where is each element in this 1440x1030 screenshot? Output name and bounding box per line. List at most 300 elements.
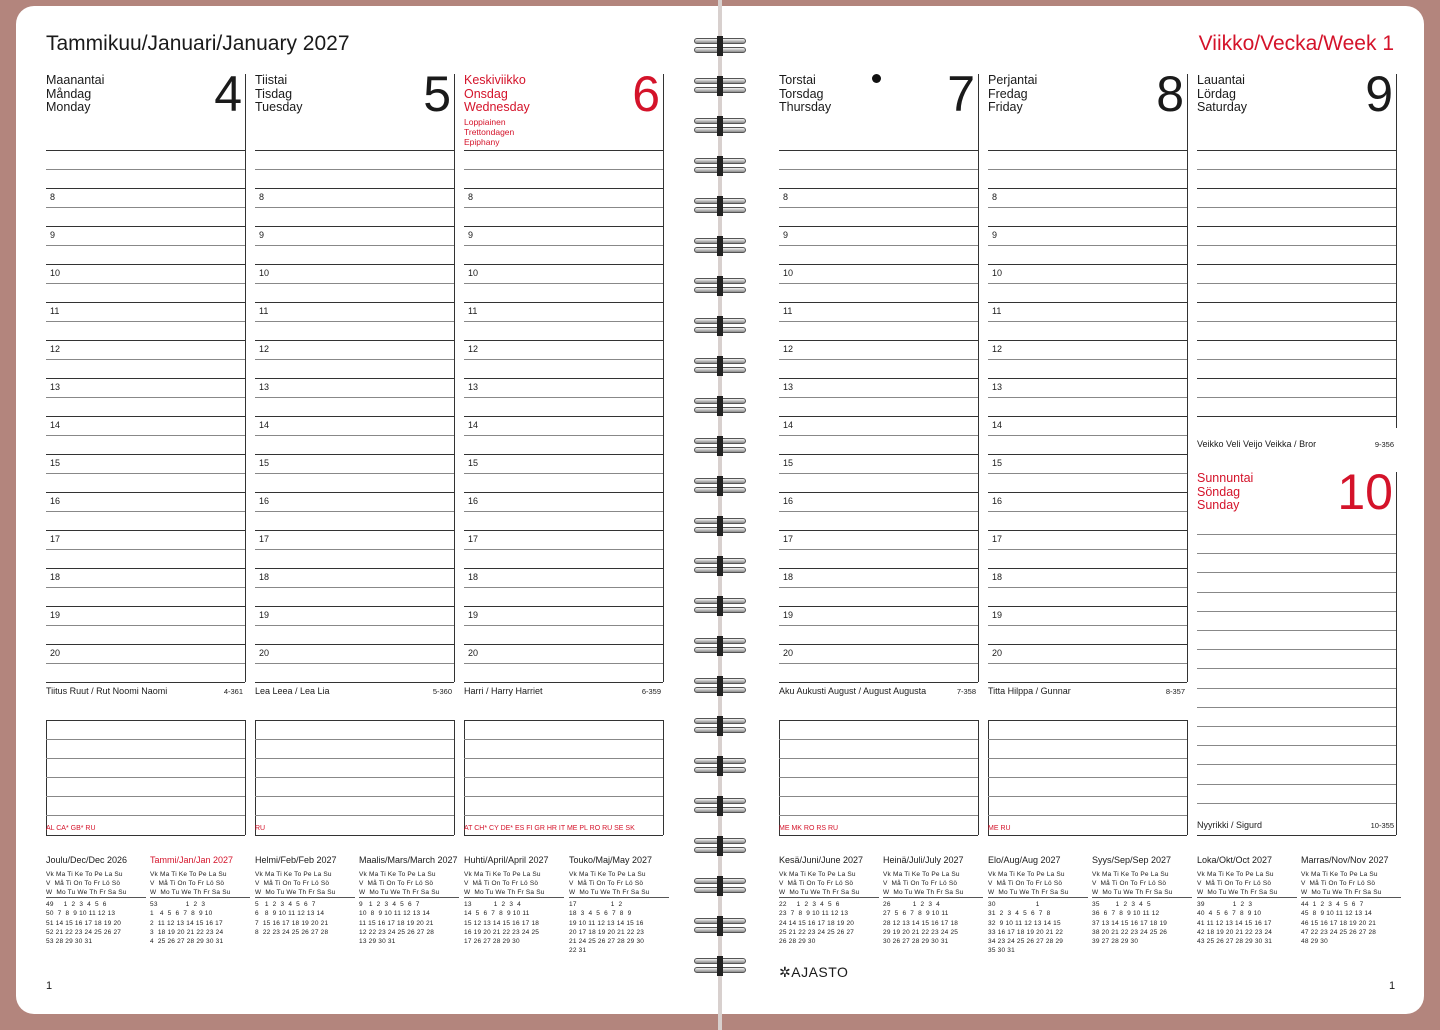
column-border — [1187, 74, 1188, 682]
mini-calendar-week-row: 1 4 5 6 7 8 9 10 — [150, 910, 213, 918]
column-border — [663, 74, 664, 682]
moon-phase-icon — [872, 74, 881, 83]
half-hour-line — [255, 245, 454, 246]
weekday-header — [359, 870, 459, 897]
mini-calendar-title: Syys/Sep/Sep 2027 — [1092, 855, 1172, 865]
day-number: 9 — [1365, 66, 1393, 122]
hour-line — [464, 682, 663, 683]
day-names — [255, 74, 302, 115]
hour-line — [255, 226, 454, 227]
half-hour-line — [779, 511, 978, 512]
hour-line — [46, 378, 245, 379]
weekday-header — [464, 870, 564, 897]
hour-label: 14 — [50, 420, 61, 430]
hour-label: 13 — [50, 382, 61, 392]
hour-label: 15 — [468, 458, 479, 468]
mini-calendar-week-row: 20 17 18 19 20 21 22 23 — [569, 928, 645, 936]
mini-calendar — [359, 855, 459, 946]
day-number: 5 — [423, 66, 451, 122]
weekday-header-row: V Må Ti On To Fr Lö Sö — [150, 880, 225, 887]
holiday-line: Epiphany — [464, 137, 500, 147]
day-name-sv: Måndag — [46, 86, 92, 101]
notes-line — [46, 777, 245, 778]
weekday-header-row: V Må Ti On To Fr Lö Sö — [46, 880, 121, 887]
logo-text: AJASTO — [791, 964, 849, 980]
weekday-header-row: Vk Ma Ti Ke To Pe La Su — [569, 871, 646, 878]
hour-label: 14 — [783, 420, 794, 430]
weekday-header-row: V Må Ti On To Fr Lö Sö — [1092, 880, 1167, 887]
hour-line — [988, 492, 1187, 493]
mini-calendar-week-row: 28 12 13 14 15 16 17 18 — [883, 919, 959, 927]
binding-ring — [690, 156, 750, 176]
hour-line — [255, 302, 454, 303]
name-day: Nyyrikki / Sigurd — [1197, 820, 1263, 830]
half-hour-line — [779, 359, 978, 360]
hour-label: 13 — [259, 382, 270, 392]
mini-calendar-week-row: 50 7 8 9 10 11 12 13 — [46, 910, 116, 918]
name-day: Lea Leea / Lea Lia — [255, 686, 330, 696]
binding-ring — [690, 876, 750, 896]
hour-label: 20 — [783, 648, 794, 658]
mini-calendar-week-row: 16 19 20 21 22 23 24 25 — [464, 928, 540, 936]
rule-line — [46, 169, 245, 170]
half-hour-line — [46, 549, 245, 550]
day-names — [464, 74, 530, 115]
binding-ring — [690, 556, 750, 576]
hour-line — [255, 454, 454, 455]
hour-label: 15 — [783, 458, 794, 468]
hour-line — [46, 454, 245, 455]
mini-calendar-title: Loka/Okt/Oct 2027 — [1197, 855, 1273, 865]
half-hour-line — [464, 283, 663, 284]
day-number: 7 — [947, 66, 975, 122]
name-day: Harri / Harry Harriet — [464, 686, 543, 696]
hour-label: 20 — [468, 648, 479, 658]
weekday-header-row: W Mo Tu We Th Fr Sa Su — [1301, 889, 1382, 896]
hour-label: 20 — [259, 648, 270, 658]
hour-line — [464, 264, 663, 265]
half-hour-line — [779, 663, 978, 664]
hour-label: 20 — [50, 648, 61, 658]
weekday-header — [1092, 870, 1192, 897]
binding-ring — [690, 796, 750, 816]
rule-line — [464, 150, 663, 151]
weekday-header-row: Vk Ma Ti Ke To Pe La Su — [46, 871, 123, 878]
day-header — [1197, 66, 1396, 144]
mini-calendar — [569, 855, 669, 956]
mini-calendar-week-row: 41 11 12 13 14 15 16 17 — [1197, 919, 1272, 927]
rule-line — [1197, 707, 1396, 708]
weekday-header-row: V Må Ti On To Fr Lö Sö — [883, 880, 958, 887]
mini-calendar-week-row: 47 22 23 24 25 26 27 28 — [1301, 928, 1377, 936]
binding-ring — [690, 436, 750, 456]
half-hour-line — [988, 587, 1187, 588]
mini-calendar-week-row: 42 18 19 20 21 22 23 24 — [1197, 928, 1273, 936]
hour-label: 8 — [783, 192, 789, 202]
rule-line — [46, 150, 245, 151]
hour-label: 13 — [783, 382, 794, 392]
week-title: Viikko/Vecka/Week 1 — [1198, 32, 1394, 55]
mini-calendar-weeks — [359, 900, 459, 946]
day-names — [988, 74, 1037, 115]
mini-calendar — [1197, 855, 1297, 946]
notes-line — [779, 815, 978, 816]
half-hour-line — [464, 625, 663, 626]
day-header — [255, 66, 454, 144]
day-name-fi: Sunnuntai — [1197, 471, 1254, 485]
mini-calendar-week-row: 6 8 9 10 11 12 13 14 — [255, 910, 325, 918]
rule-line — [464, 169, 663, 170]
weekday-header-row: W Mo Tu We Th Fr Sa Su — [150, 889, 231, 896]
hour-label: 15 — [50, 458, 61, 468]
hour-line — [255, 492, 454, 493]
hour-label: 19 — [259, 610, 270, 620]
hour-line — [779, 644, 978, 645]
hour-line — [988, 454, 1187, 455]
mini-calendar-week-row: 8 22 23 24 25 26 27 28 — [255, 928, 329, 936]
hour-line — [464, 416, 663, 417]
day-name-sv: Lördag — [1197, 86, 1236, 101]
half-hour-line — [779, 245, 978, 246]
notes-line — [255, 815, 454, 816]
hour-line — [779, 226, 978, 227]
day-name-sv: Tisdag — [255, 86, 293, 101]
day-names — [1197, 472, 1253, 513]
mini-calendar-week-row: 19 10 11 12 13 14 15 16 — [569, 919, 644, 927]
day-header — [1197, 464, 1396, 542]
mini-calendar-week-row: 22 1 2 3 4 5 6 — [779, 901, 840, 908]
half-hour-line — [255, 283, 454, 284]
mini-calendar-week-row: 27 5 6 7 8 9 10 11 — [883, 910, 949, 918]
hour-label: 12 — [50, 344, 61, 354]
notes-line — [988, 777, 1187, 778]
weekday-header-row: V Må Ti On To Fr Lö Sö — [569, 880, 644, 887]
hour-label: 19 — [992, 610, 1003, 620]
mini-calendar-title: Tammi/Jan/Jan 2027 — [150, 855, 234, 865]
weekday-header-row: Vk Ma Ti Ke To Pe La Su — [883, 871, 960, 878]
half-hour-line — [464, 359, 663, 360]
weekday-header-row: W Mo Tu We Th Fr Sa Su — [255, 889, 336, 896]
holiday-name — [464, 117, 514, 147]
hour-line — [779, 568, 978, 569]
half-hour-line — [779, 625, 978, 626]
mini-calendar-weeks — [1197, 900, 1297, 946]
mini-calendar — [464, 855, 564, 946]
rule-line — [1197, 169, 1396, 170]
half-hour-line — [1197, 207, 1396, 208]
weekday-header-row: W Mo Tu We Th Fr Sa Su — [46, 889, 127, 896]
hour-label: 10 — [468, 268, 479, 278]
hour-line — [46, 568, 245, 569]
day-name-en: Saturday — [1197, 100, 1248, 114]
mini-calendar-weeks — [569, 900, 669, 956]
mini-calendar-title: Maalis/Mars/March 2027 — [359, 855, 458, 865]
hour-label: 15 — [259, 458, 270, 468]
mini-calendar-week-row: 25 21 22 23 24 25 26 27 — [779, 928, 855, 936]
half-hour-line — [779, 283, 978, 284]
mini-calendar-title: Joulu/Dec/Dec 2026 — [46, 855, 128, 865]
hour-line — [779, 264, 978, 265]
half-hour-line — [464, 245, 663, 246]
notes-line — [255, 835, 454, 836]
binding-ring — [690, 116, 750, 136]
half-hour-line — [46, 435, 245, 436]
hour-line — [464, 302, 663, 303]
half-hour-line — [779, 397, 978, 398]
holiday-line: Trettondagen — [464, 127, 515, 137]
mini-calendar-weeks — [150, 900, 250, 946]
hour-line — [46, 682, 245, 683]
mini-calendar-week-row: 26 1 2 3 4 — [883, 901, 940, 908]
mini-calendar-week-row: 36 6 7 8 9 10 11 12 — [1092, 910, 1160, 918]
half-hour-line — [988, 435, 1187, 436]
notes-border — [978, 720, 979, 835]
hour-line — [464, 606, 663, 607]
notes-line — [255, 720, 454, 721]
half-hour-line — [255, 473, 454, 474]
hour-label: 19 — [50, 610, 61, 620]
half-hour-line — [255, 587, 454, 588]
name-day: Veikko Veli Veijo Veikka / Bror — [1197, 439, 1317, 449]
hour-label: 12 — [783, 344, 794, 354]
hour-label: 16 — [992, 496, 1003, 506]
hour-line — [988, 416, 1187, 417]
weekday-header — [883, 870, 983, 897]
hour-label: 18 — [50, 572, 61, 582]
mini-calendar-title: Touko/Maj/May 2027 — [569, 855, 653, 865]
hour-line — [46, 264, 245, 265]
notes-border — [454, 720, 455, 835]
hour-line — [46, 606, 245, 607]
hour-label: 20 — [992, 648, 1003, 658]
rule-line — [1197, 803, 1396, 804]
binding-ring — [690, 756, 750, 776]
notes-line — [988, 739, 1187, 740]
binding-ring — [690, 676, 750, 696]
hour-label: 8 — [992, 192, 998, 202]
half-hour-line — [988, 549, 1187, 550]
hour-label: 16 — [50, 496, 61, 506]
notes-border — [663, 720, 664, 835]
hour-line — [46, 340, 245, 341]
mini-calendar-week-row: 2 11 12 13 14 15 16 17 — [150, 919, 223, 927]
day-number: 4 — [214, 66, 242, 122]
binding-ring — [690, 516, 750, 536]
half-hour-line — [1197, 359, 1396, 360]
hour-line — [988, 530, 1187, 531]
weekday-header — [569, 870, 669, 897]
notes-line — [779, 739, 978, 740]
rule-line — [779, 169, 978, 170]
hour-line — [779, 416, 978, 417]
rule-line — [1197, 784, 1396, 785]
half-hour-line — [1197, 245, 1396, 246]
mini-calendar-week-row: 11 15 16 17 18 19 20 21 — [359, 919, 434, 927]
notes-line — [779, 758, 978, 759]
mini-calendar — [779, 855, 879, 946]
hour-label: 14 — [259, 420, 270, 430]
binding-ring — [690, 476, 750, 496]
day-count: 7-358 — [956, 687, 976, 696]
day-count: 9-356 — [1374, 440, 1394, 449]
half-hour-line — [464, 663, 663, 664]
hour-line — [988, 644, 1187, 645]
half-hour-line — [988, 321, 1187, 322]
weekday-header — [1301, 870, 1401, 897]
hour-line — [464, 378, 663, 379]
page-number-left: 1 — [46, 980, 53, 992]
weekday-header-row: W Mo Tu We Th Fr Sa Su — [779, 889, 860, 896]
notes-line — [464, 758, 663, 759]
notes-line — [46, 835, 245, 836]
notes-line — [988, 815, 1187, 816]
hour-label: 11 — [468, 306, 478, 316]
day-name-sv: Fredag — [988, 86, 1028, 101]
weekday-header-row: W Mo Tu We Th Fr Sa Su — [883, 889, 964, 896]
hour-line — [988, 340, 1187, 341]
hour-label: 17 — [992, 534, 1003, 544]
mini-calendar-week-row: 32 9 10 11 12 13 14 15 — [988, 919, 1061, 927]
half-hour-line — [255, 321, 454, 322]
day-name-en: Friday — [988, 100, 1023, 114]
notes-line — [464, 796, 663, 797]
mini-calendar-week-row: 26 28 29 30 — [779, 938, 816, 946]
hour-line — [988, 606, 1187, 607]
hour-label: 10 — [50, 268, 61, 278]
mini-calendar-week-row: 45 8 9 10 11 12 13 14 — [1301, 910, 1372, 918]
day-name-fi: Perjantai — [988, 73, 1038, 87]
hour-line — [255, 568, 454, 569]
mini-calendar-weeks — [46, 900, 146, 946]
hour-line — [988, 378, 1187, 379]
rule-line — [1197, 592, 1396, 593]
hour-label: 14 — [992, 420, 1003, 430]
mini-calendar-week-row: 4 25 26 27 28 29 30 31 — [150, 938, 224, 946]
half-hour-line — [988, 359, 1187, 360]
mini-calendar-week-row: 13 1 2 3 4 — [464, 901, 521, 908]
country-codes: AT CH* CY DE* ES FI GR HR IT ME PL RO RU SE SK — [464, 825, 635, 832]
binding-ring — [690, 196, 750, 216]
weekday-header — [779, 870, 879, 897]
mini-calendar-week-row: 15 12 13 14 15 16 17 18 — [464, 919, 540, 927]
mini-calendar-week-row: 49 1 2 3 4 5 6 — [46, 901, 107, 908]
day-number: 8 — [1156, 66, 1184, 122]
mini-calendar-week-row: 35 30 31 — [988, 947, 1015, 955]
notes-line — [988, 758, 1187, 759]
weekday-header-row: V Må Ti On To Fr Lö Sö — [988, 880, 1063, 887]
half-hour-line — [988, 397, 1187, 398]
half-hour-line — [46, 245, 245, 246]
half-hour-line — [1197, 321, 1396, 322]
name-day: Aku Aukusti August / August Augusta — [779, 686, 927, 696]
mini-calendar-week-row: 34 23 24 25 26 27 28 29 — [988, 938, 1064, 946]
hour-label: 9 — [992, 230, 998, 240]
mini-calendar-week-row: 23 7 8 9 10 11 12 13 — [779, 910, 849, 918]
hour-line — [779, 530, 978, 531]
hour-label: 9 — [50, 230, 56, 240]
column-border — [1396, 74, 1397, 428]
hour-line — [46, 188, 245, 189]
mini-calendar-week-row: 48 29 30 — [1301, 938, 1328, 946]
country-codes: RU — [255, 825, 266, 832]
day-number: 6 — [632, 66, 660, 122]
rule-line — [255, 169, 454, 170]
mini-calendar-week-row: 21 24 25 26 27 28 29 30 — [569, 938, 645, 946]
rule-line — [779, 150, 978, 151]
weekday-header-row: V Må Ti On To Fr Lö Sö — [1301, 880, 1376, 887]
hour-line — [464, 340, 663, 341]
weekday-header — [150, 870, 250, 897]
half-hour-line — [988, 283, 1187, 284]
mini-calendar-week-row: 31 2 3 4 5 6 7 8 — [988, 910, 1051, 918]
hour-label: 9 — [783, 230, 789, 240]
hour-line — [46, 492, 245, 493]
half-hour-line — [779, 207, 978, 208]
hour-label: 18 — [783, 572, 794, 582]
day-name-fi: Tiistai — [255, 73, 288, 87]
notes-line — [779, 796, 978, 797]
weekday-header-row: Vk Ma Ti Ke To Pe La Su — [359, 871, 436, 878]
hour-line — [1197, 264, 1396, 265]
country-codes: ME RU — [988, 825, 1011, 832]
hour-line — [779, 682, 978, 683]
mini-calendar-week-row: 14 5 6 7 8 9 10 11 — [464, 910, 530, 918]
hour-line — [464, 188, 663, 189]
notes-line — [464, 720, 663, 721]
hour-line — [255, 530, 454, 531]
hour-line — [46, 226, 245, 227]
half-hour-line — [46, 625, 245, 626]
hour-label: 14 — [468, 420, 479, 430]
rule-line — [988, 169, 1187, 170]
mini-calendar-week-row: 44 1 2 3 4 5 6 7 — [1301, 901, 1364, 908]
day-names — [46, 74, 104, 115]
rule-line — [1197, 835, 1396, 836]
mini-calendar-weeks — [255, 900, 355, 937]
day-names — [1197, 74, 1247, 115]
mini-calendar-week-row: 10 8 9 10 11 12 13 14 — [359, 910, 430, 918]
notes-line — [464, 815, 663, 816]
hour-label: 19 — [468, 610, 479, 620]
mini-calendar-title: Huhti/April/April 2027 — [464, 855, 549, 865]
day-name-fi: Torstai — [779, 73, 816, 87]
day-name-fi: Maanantai — [46, 73, 105, 87]
weekday-header-row: W Mo Tu We Th Fr Sa Su — [988, 889, 1069, 896]
hour-line — [255, 188, 454, 189]
day-name-fi: Lauantai — [1197, 73, 1245, 87]
mini-calendar-week-row: 7 15 16 17 18 19 20 21 — [255, 919, 329, 927]
half-hour-line — [988, 625, 1187, 626]
mini-calendar-title: Marras/Nov/Nov 2027 — [1301, 855, 1389, 865]
mini-calendar-week-row: 5 1 2 3 4 5 6 7 — [255, 901, 316, 908]
half-hour-line — [255, 663, 454, 664]
weekday-header-row: W Mo Tu We Th Fr Sa Su — [464, 889, 545, 896]
day-header — [988, 66, 1187, 144]
notes-line — [988, 835, 1187, 836]
hour-label: 18 — [259, 572, 270, 582]
hour-label: 10 — [783, 268, 794, 278]
rule-line — [1197, 553, 1396, 554]
rule-line — [255, 150, 454, 151]
notes-line — [255, 777, 454, 778]
weekday-header-row: W Mo Tu We Th Fr Sa Su — [1092, 889, 1173, 896]
mini-calendar-week-row: 38 20 21 22 23 24 25 26 — [1092, 928, 1168, 936]
hour-line — [1197, 378, 1396, 379]
hour-line — [464, 226, 663, 227]
hour-line — [779, 492, 978, 493]
weekday-header-row: V Må Ti On To Fr Lö Sö — [359, 880, 434, 887]
rule-line — [1197, 150, 1396, 151]
